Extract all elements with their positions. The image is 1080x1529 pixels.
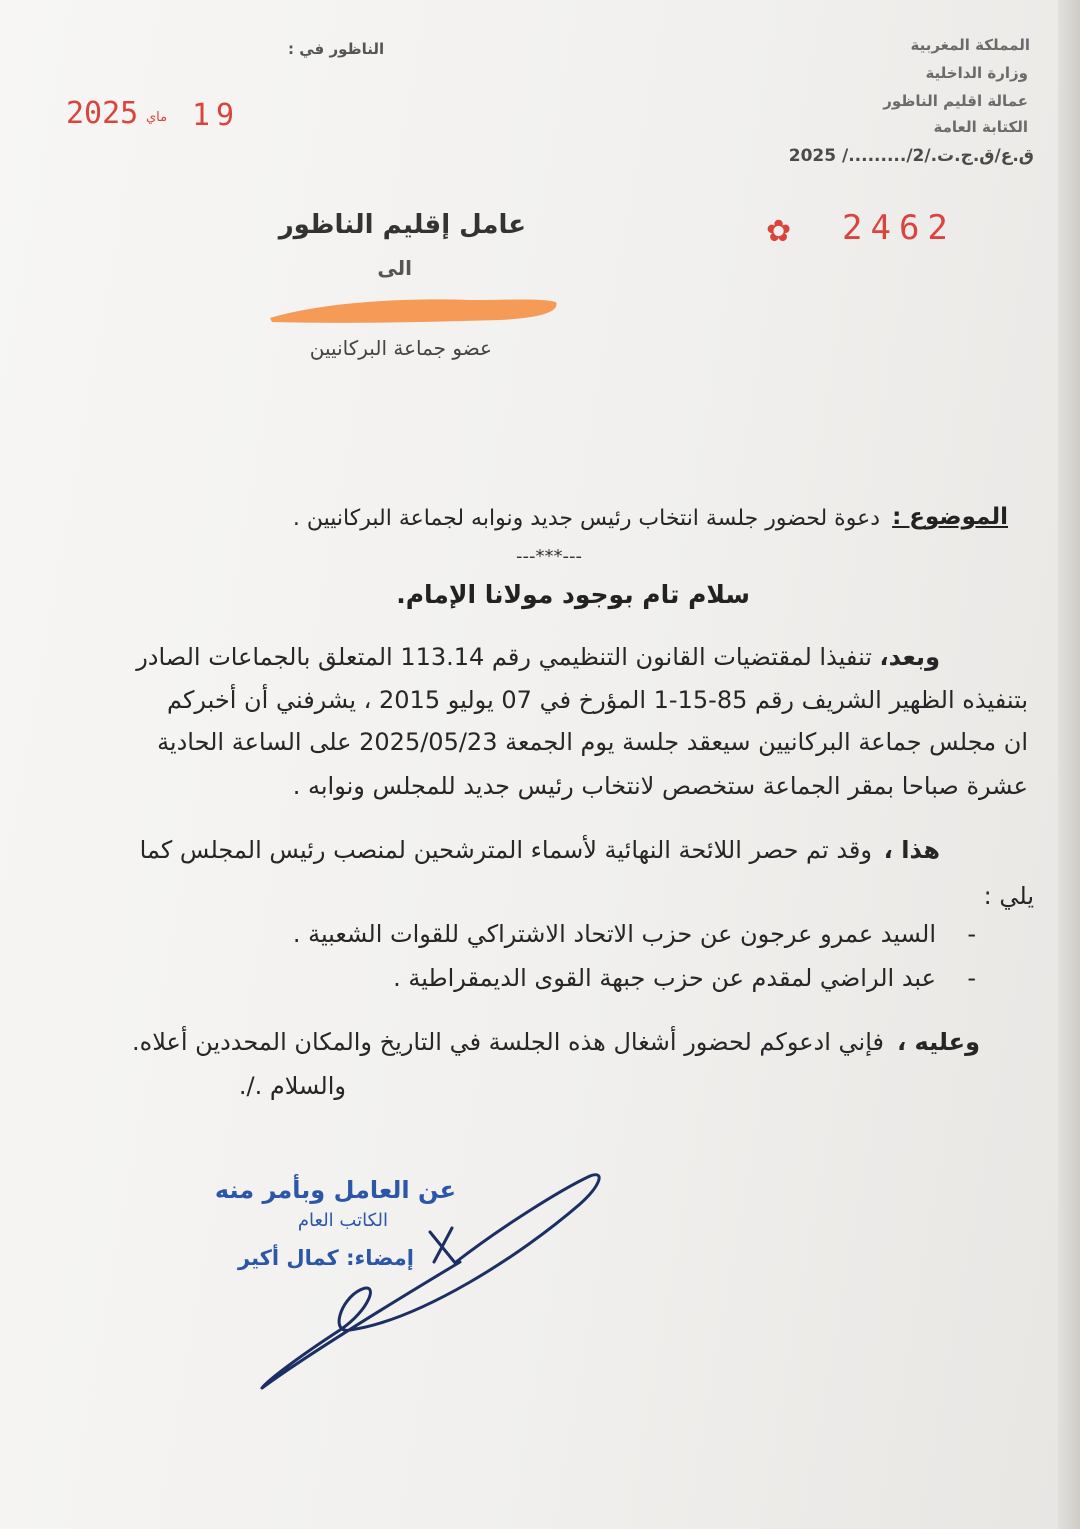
- header-kingdom: المملكة المغربية: [910, 36, 1030, 54]
- stamp-number: 2462: [842, 208, 956, 248]
- sender-title: عامل إقليم الناظور: [278, 210, 526, 240]
- header-reference: ق.ع/ق.ج.ت./2/........./ 2025: [788, 146, 1034, 166]
- list-bullet: -: [967, 964, 976, 992]
- paragraph2-line2: يلي :: [983, 882, 1034, 910]
- paragraph1-line3: ان مجلس جماعة البركانيين سيعقد جلسة يوم الجمعة 2025/05/23 على الساعة الحادية: [157, 728, 1028, 756]
- signature-line3: إمضاء: كمال أكير: [238, 1246, 414, 1270]
- stamp-mark-icon: ✿: [766, 214, 792, 249]
- subject-text: دعوة لحضور جلسة انتخاب رئيس جديد ونوابه لجماعة البركانيين .: [292, 506, 880, 531]
- signature-line2: الكاتب العام: [297, 1210, 388, 1231]
- signature-line1: عن العامل وبأمر منه: [214, 1176, 456, 1204]
- paragraph3-lead: وعليه ،: [897, 1028, 980, 1056]
- list-item: عبد الراضي لمقدم عن حزب جبهة القوى الديمقراطية .: [393, 964, 936, 992]
- to-label: الى: [377, 256, 412, 280]
- paragraph1-line2: بتنفيذه الظهير الشريف رقم 85-15-1 المؤرخ في 07 يوليو 2015 ، يشرفني أن أخبركم: [167, 686, 1028, 714]
- stamp-month: ماي: [146, 110, 168, 125]
- paragraph3-text: فإني ادعوكم لحضور أشغال هذه الجلسة في التاريخ والمكان المحددين أعلاه.: [132, 1028, 884, 1056]
- stamp-year: 2025: [66, 96, 139, 131]
- paragraph1-line1: تنفيذا لمقتضيات القانون التنظيمي رقم 113.14 المتعلق بالجماعات الصادر: [136, 643, 872, 671]
- paragraph1-line4: عشرة صباحا بمقر الجماعة ستخصص لانتخاب رئيس جديد للمجلس ونوابه .: [292, 772, 1028, 800]
- list-item: السيد عمرو عرجون عن حزب الاتحاد الاشتراكي للقوات الشعبية .: [292, 920, 936, 948]
- paragraph2-line1: وقد تم حصر اللائحة النهائية لأسماء المترشحين لمنصب رئيس المجلس كما: [139, 836, 872, 864]
- header-ministry: وزارة الداخلية: [925, 64, 1028, 82]
- closing: والسلام ./.: [238, 1072, 346, 1100]
- stamp-day: 19: [192, 98, 241, 133]
- paragraph2-lead: هذا ،: [883, 836, 940, 864]
- separator: ---***---: [516, 546, 582, 567]
- paragraph1-lead: وبعد،: [879, 643, 940, 671]
- subject-label: الموضوع :: [892, 504, 1008, 530]
- header-secretariat: الكتابة العامة: [933, 118, 1028, 136]
- header-province: عمالة اقليم الناظور: [883, 92, 1028, 110]
- list-bullet: -: [967, 920, 976, 948]
- place-date-label: الناظور في :: [288, 40, 385, 58]
- recipient-role: عضو جماعة البركانيين: [309, 336, 492, 360]
- greeting: سلام تام بوجود مولانا الإمام.: [396, 580, 750, 609]
